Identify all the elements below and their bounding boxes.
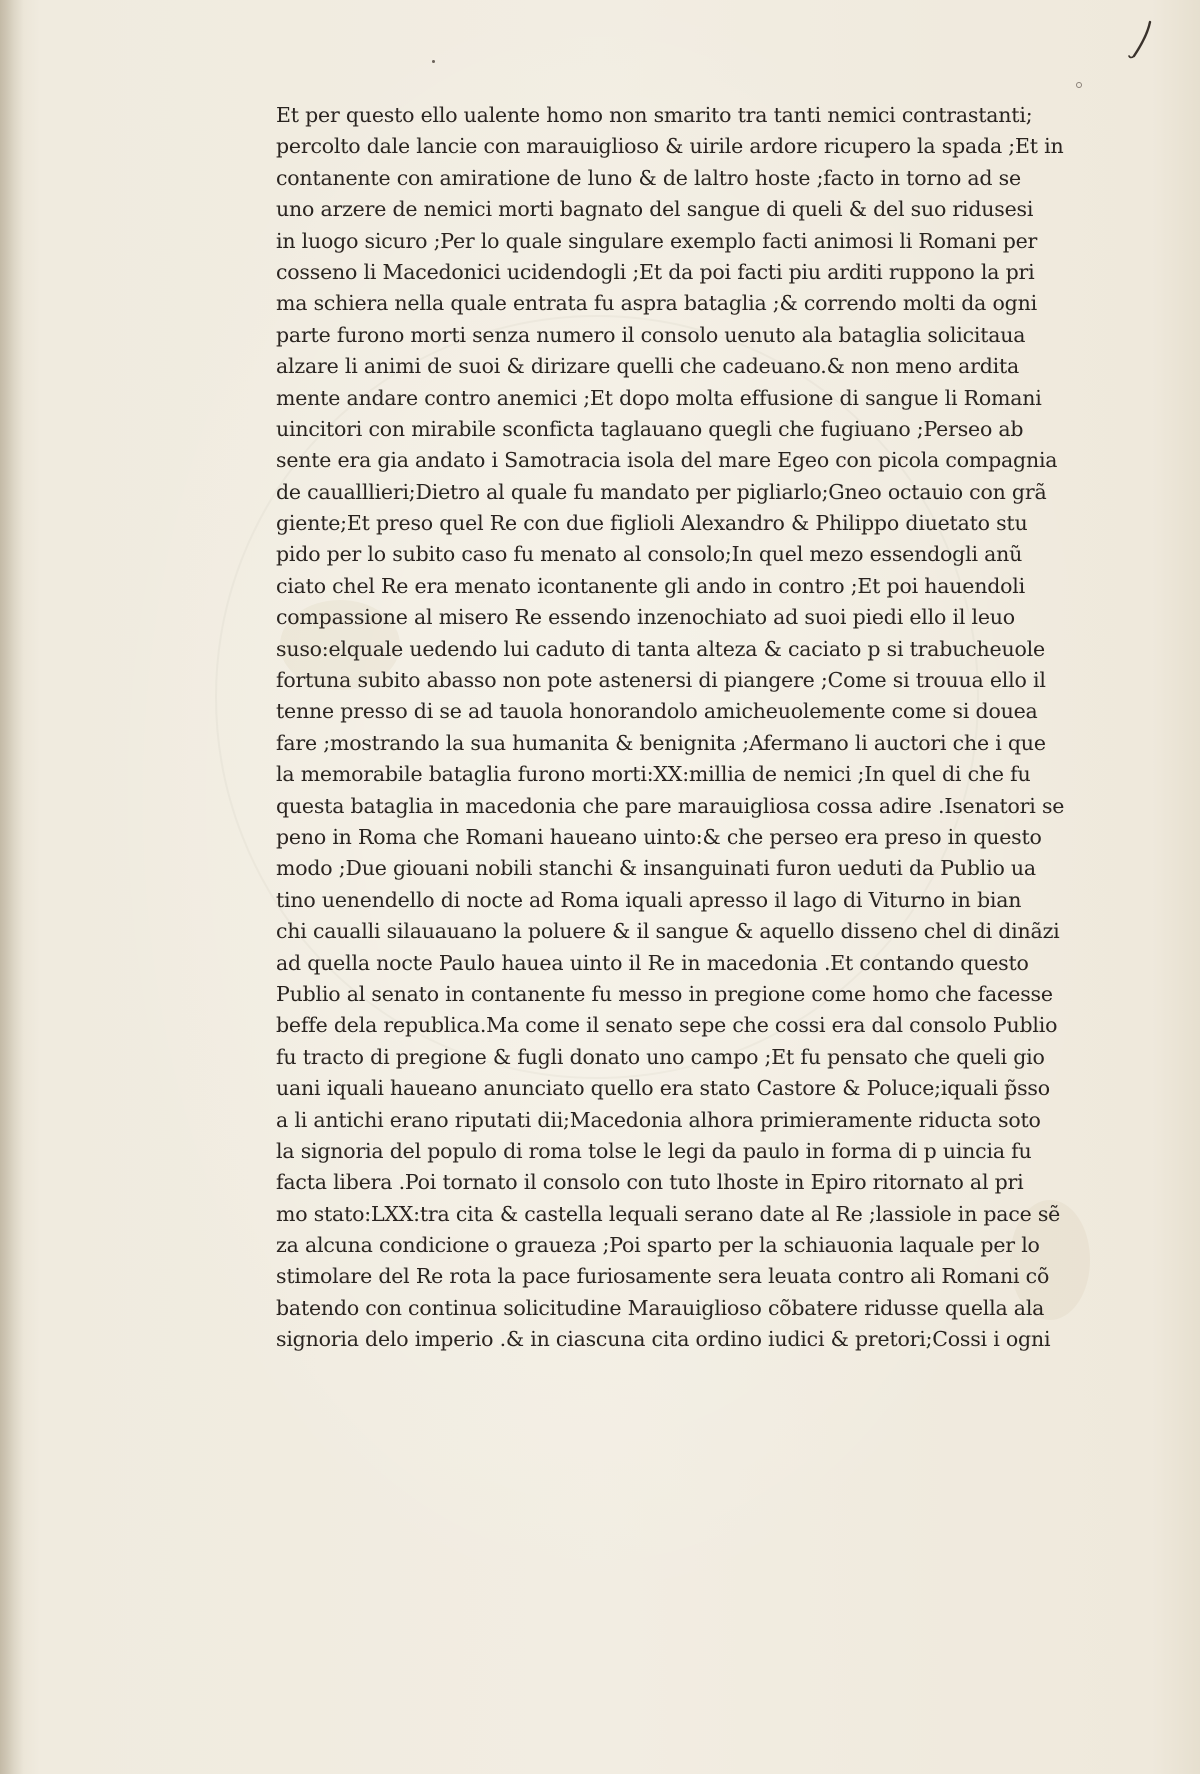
text-line: la memorabile bataglia furono morti:XX:millia de nemici ;In quel di che fu [276,762,1031,787]
text-line: za alcuna condicione o graueza ;Poi sparto per la schiauonia laquale per lo [276,1233,1040,1258]
text-line: modo ;Due giouani nobili stanchi & insanguinati furon ueduti da Publio ua [276,856,1036,881]
text-line: uani iquali haueano anunciato quello era stato Castore & Poluce;iquali p̃sso [276,1076,1050,1101]
text-line: a li antichi erano riputati dii;Macedonia alhora primieramente riducta soto [276,1107,1041,1132]
text-line: chi caualli silauauano la poluere & il sangue & aquello disseno chel di dinãzi [276,919,1060,944]
folio-mark [1126,18,1156,62]
text-line: uno arzere de nemici morti bagnato del sangue di queli & del suo ridusesi [276,197,1034,222]
text-line: peno in Roma che Romani haueano uinto:& che perseo era preso in questo [276,824,1042,849]
text-line: questa bataglia in macedonia che pare marauigliosa cossa adire .Isenatori se [276,793,1065,818]
text-line: cosseno li Macedonici ucidendogli ;Et da poi facti piu arditi ruppono la pri [276,259,1035,284]
text-line: percolto dale lancie con marauiglioso & uirile ardore ricupero la spada ;Et in [276,134,1064,159]
text-line: in luogo sicuro ;Per lo quale singulare exemplo facti animosi li Romani per [276,228,1038,253]
text-line: de caualllieri;Dietro al quale fu mandato per pigliarlo;Gneo octauio con grã [276,479,1047,504]
text-block [276,100,1096,1356]
text-line: mente andare contro anemici ;Et dopo molta effusione di sangue li Romani [276,385,1042,410]
text-line: signoria delo imperio .& in ciascuna cita ordino iudici & pretori;Cossi i ogni [276,1327,1051,1352]
text-line: tino uenendello di nocte ad Roma iquali apresso il lago di Viturno in bian [276,887,1022,912]
text-line: fortuna subito abasso non pote astenersi di piangere ;Come si trouua ello il [276,668,1046,693]
text-line: compassione al misero Re essendo inzenochiato ad suoi piedi ello il leuo [276,605,1015,630]
text-line: beffe dela republica.Ma come il senato sepe che cossi era dal consolo Publio [276,1013,1058,1038]
text-line: fare ;mostrando la sua humanita & benignita ;Afermano li auctori che i que [276,730,1046,755]
text-line: Et per questo ello ualente homo non smarito tra tanti nemici contrastanti; [276,103,1033,127]
text-line: tenne presso di se ad tauola honorandolo amicheuolemente come si douea [276,699,1038,724]
ink-dot [432,60,435,63]
spine-shadow [0,0,24,1774]
text-line: mo stato:LXX:tra cita & castella lequali serano date al Re ;lassiole in pace sẽ [276,1201,1061,1226]
text-line: giente;Et preso quel Re con due figlioli Alexandro & Philippo diuetato stu [276,511,1028,536]
text-line: parte furono morti senza numero il consolo uenuto ala bataglia solicitaua [276,322,1026,347]
text-line: Publio al senato in contanente fu messo in pregione come homo che facesse [276,981,1053,1006]
text-line: contanente con amiratione de luno & de laltro hoste ;facto in torno ad se [276,165,1021,190]
folio-stroke-icon [1126,18,1156,62]
text-line: fu tracto di pregione & fugli donato uno campo ;Et fu pensato che queli gio [276,1044,1045,1069]
text-line: stimolare del Re rota la pace furiosamente sera leuata contro ali Romani cõ [276,1264,1050,1289]
text-line: ciato chel Re era menato icontanente gli ando in contro ;Et poi hauendoli [276,573,1026,598]
text-line: uincitori con mirabile sconficta taglauano quegli che fugiuano ;Perseo ab [276,416,1024,441]
text-line: suso:elquale uedendo lui caduto di tanta alteza & caciato p si trabucheuole [276,636,1045,661]
text-line: ad quella nocte Paulo hauea uinto il Re in macedonia .Et contando questo [276,950,1029,975]
text-line: facta libera .Poi tornato il consolo con tuto lhoste in Epiro ritornato al pri [276,1170,1024,1195]
text-line: batendo con continua solicitudine Marauiglioso cõbatere ridusse quella ala [276,1295,1045,1320]
text-line: ma schiera nella quale entrata fu aspra bataglia ;& correndo molti da ogni [276,291,1037,316]
text-line: sente era gia andato i Samotracia isola del mare Egeo con picola compagnia [276,448,1058,473]
text-line: pido per lo subito caso fu menato al consolo;In quel mezo essendogli anũ [276,542,1023,567]
text-line: la signoria del populo di roma tolse le legi da paulo in forma di p uincia fu [276,1138,1032,1163]
ink-mark [1076,82,1082,88]
text-line: alzare li animi de suoi & dirizare quelli che cadeuano.& non meno ardita [276,354,1020,379]
